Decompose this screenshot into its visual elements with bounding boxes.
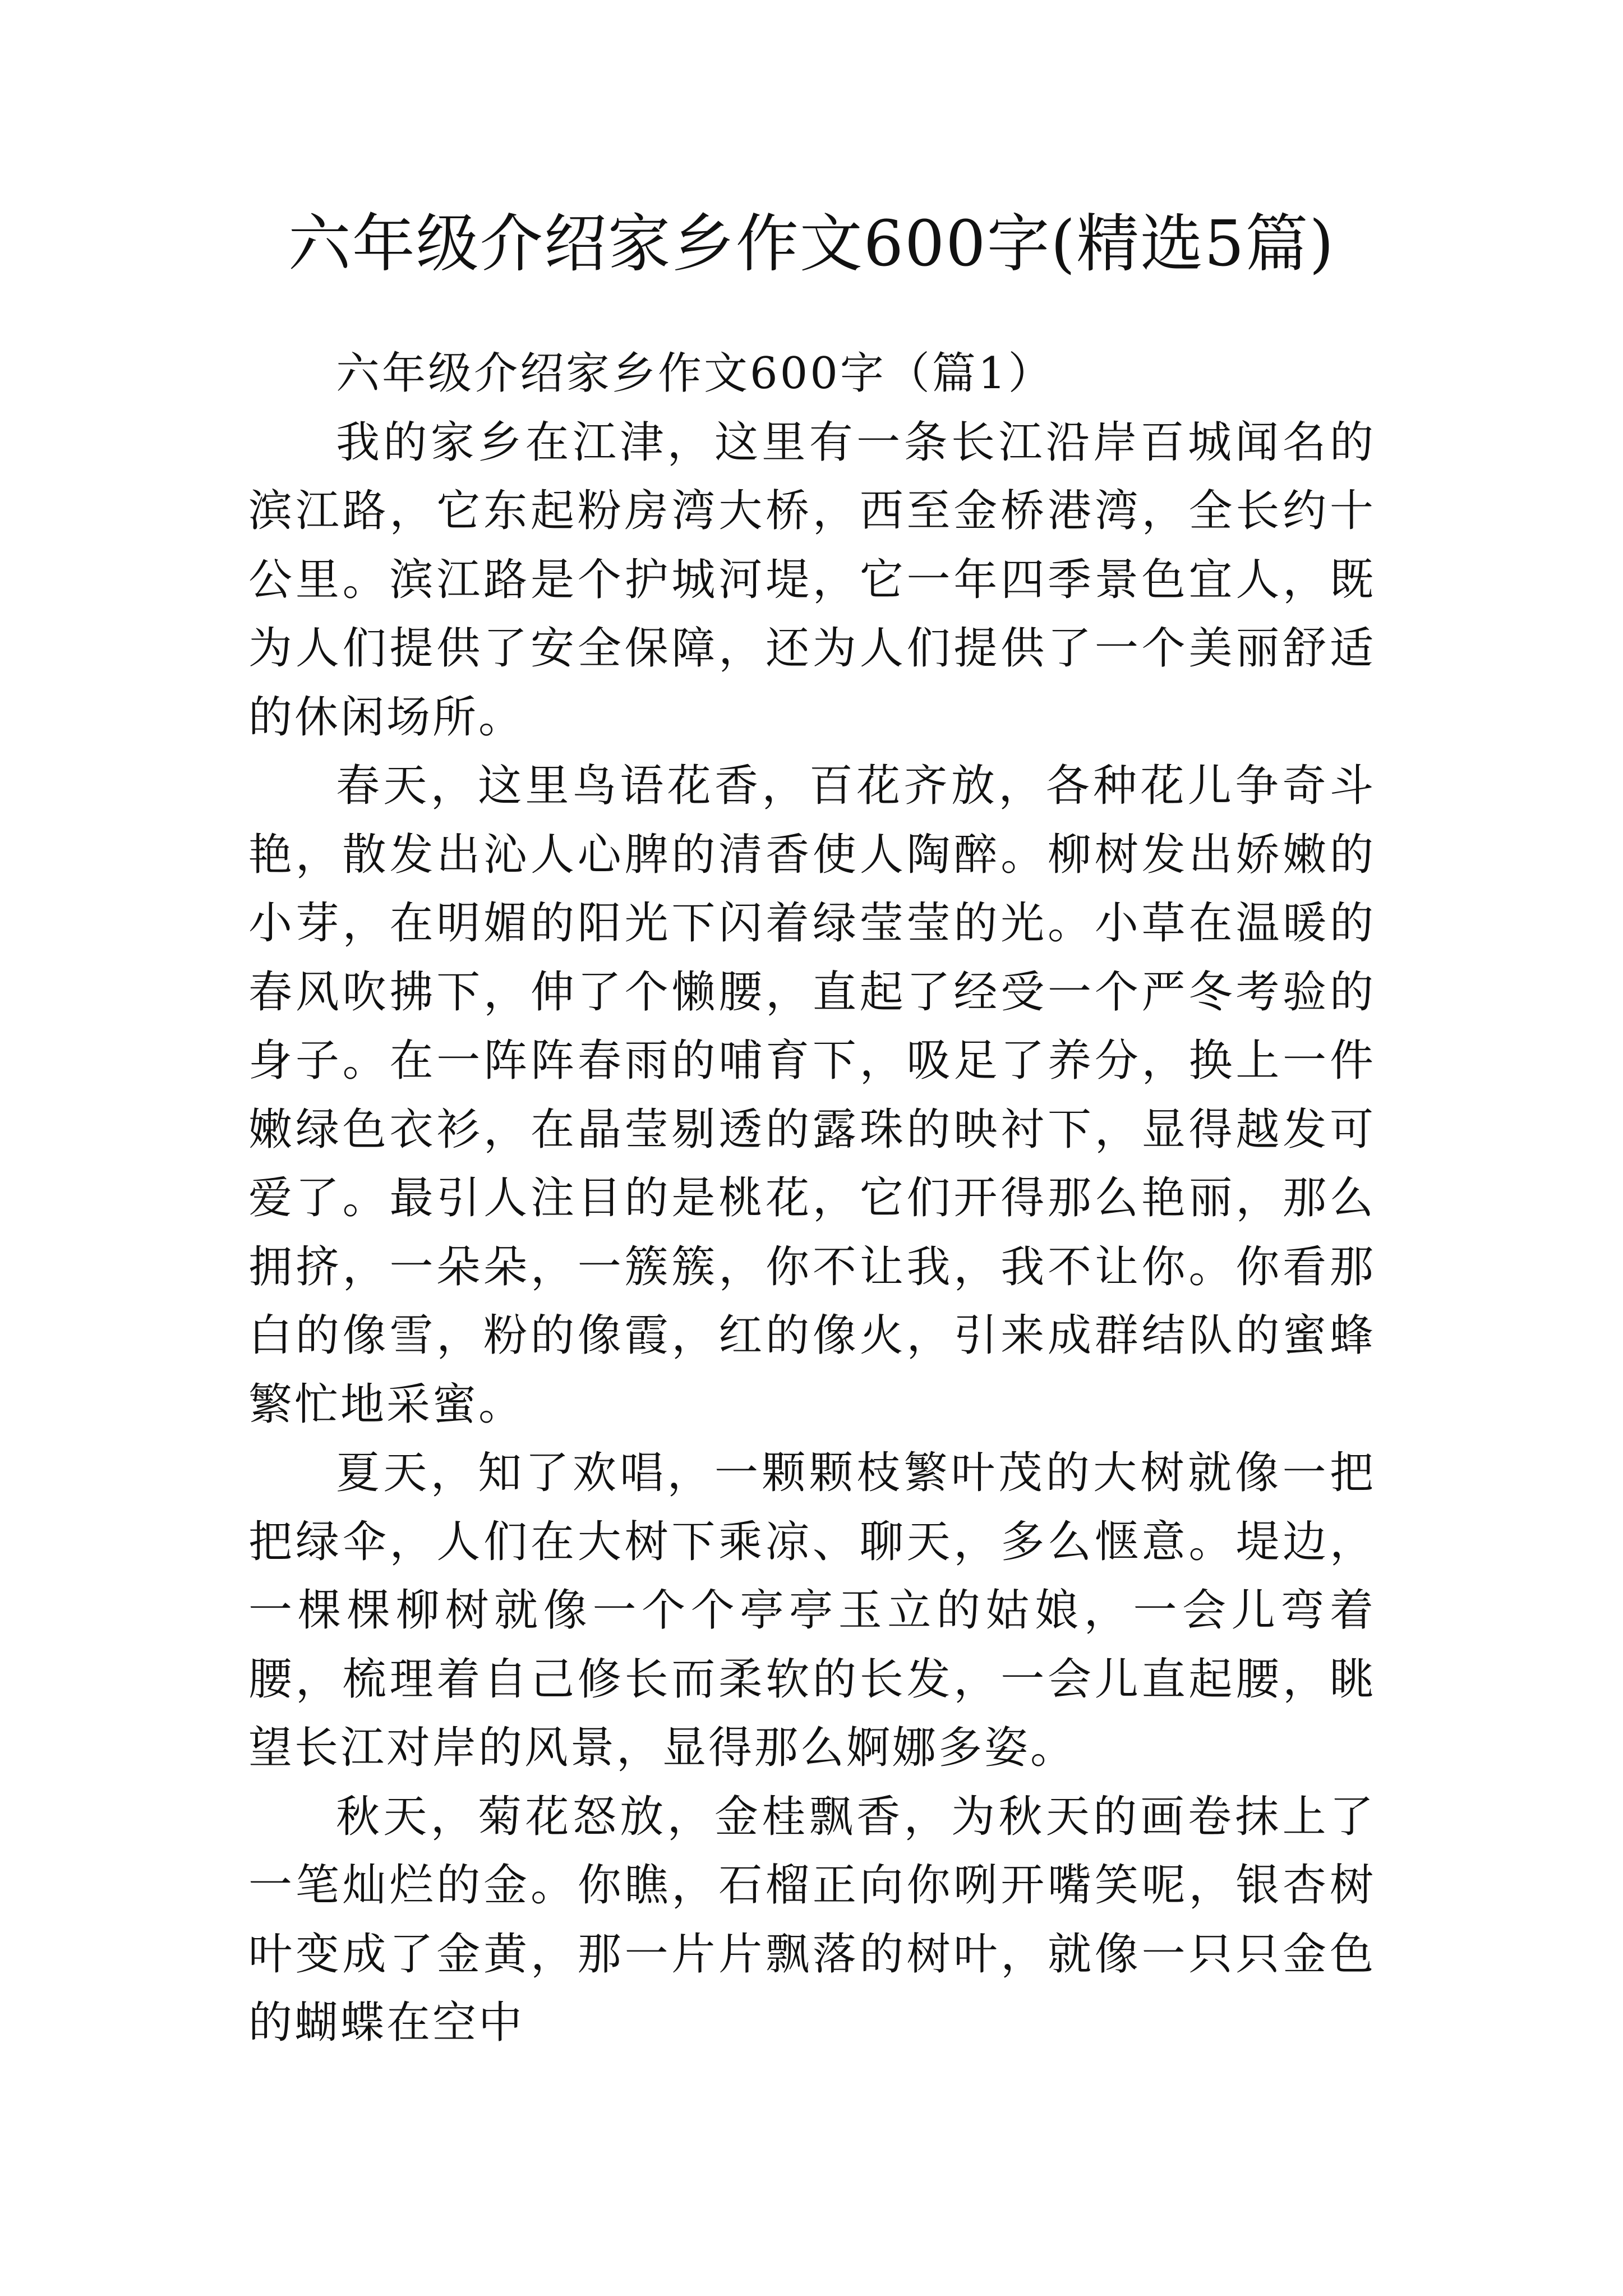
paragraph: 夏天，知了欢唱，一颗颗枝繁叶茂的大树就像一把把绿伞，人们在大树下乘凉、聊天，多么惬意。堤边，一棵棵柳树就像一个个亭亭玉立的姑娘，一会儿弯着腰，梳理着自己修长而柔软的长发，一会儿直起腰，眺望长江对岸的风景，显得那么婀娜多姿。 (248, 1448, 1376, 1773)
paragraph: 我的家乡在江津，这里有一条长江沿岸百城闻名的滨江路，它东起粉房湾大桥，西至金桥港湾，全长约十公里。滨江路是个护城河堤，它一年四季景色宜人，既为人们提供了安全保障，还为人们提供了一个美丽舒适的休闲场所。 (248, 417, 1376, 743)
document-title: 六年级介绍家乡作文600字(精选5篇) (288, 208, 1335, 280)
document-body (248, 339, 1376, 2058)
paragraph: 秋天，菊花怒放，金桂飘香，为秋天的画卷抹上了一笔灿烂的金。你瞧，石榴正向你咧开嘴笑呢，银杏树叶变成了金黄，那一片片飘落的树叶，就像一只只金色的蝴蝶在空中 (248, 1791, 1376, 2048)
section-heading: 六年级介绍家乡作文600字（篇1） (336, 348, 1054, 399)
paragraph: 春天，这里鸟语花香，百花齐放，各种花儿争奇斗艳，散发出沁人心脾的清香使人陶醉。柳树发出娇嫩的小芽，在明媚的阳光下闪着绿莹莹的光。小草在温暖的春风吹拂下，伸了个懒腰，直起了经受一个严冬考验的身子。在一阵阵春雨的哺育下，吸足了养分，换上一件嫩绿色衣衫，在晶莹剔透的露珠的映衬下，显得越发可爱了。最引人注目的是桃花，它们开得那么艳丽，那么拥挤，一朵朵，一簇簇，你不让我，我不让你。你看那白的像雪，粉的像霞，红的像火，引来成群结队的蜜蜂繁忙地采蜜。 (248, 761, 1376, 1430)
